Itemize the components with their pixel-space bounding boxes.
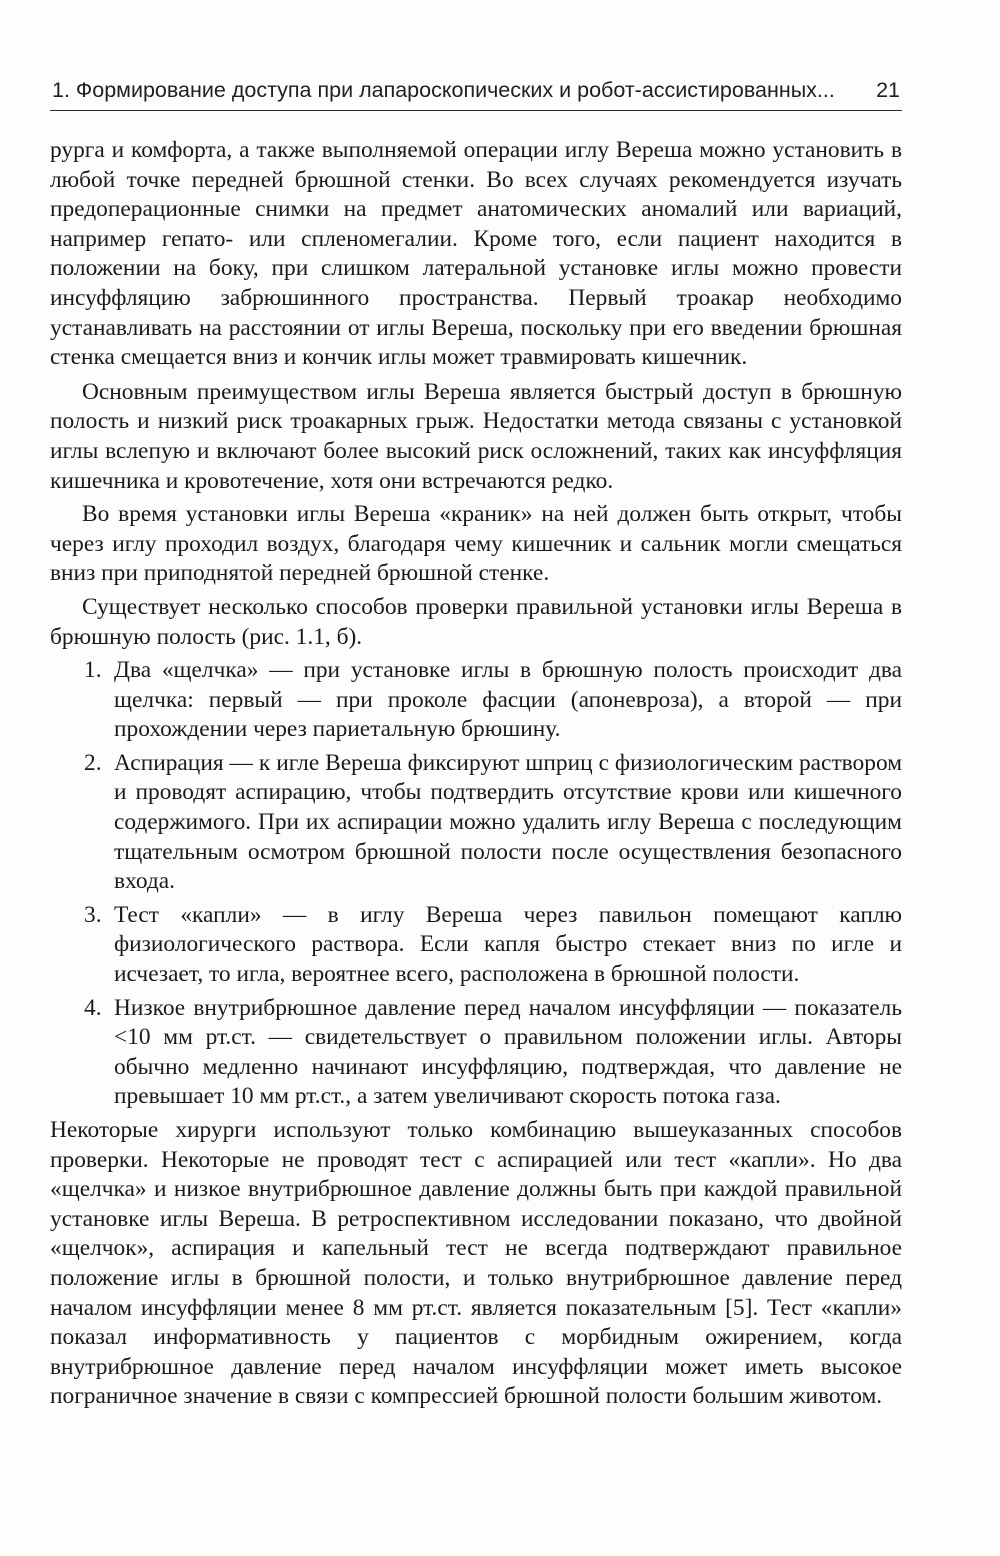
list-item <box>50 901 902 990</box>
list-item-text: Аспирация — к игле Вереша фиксируют шприц с физиологическим раствором и проводят аспирацию, чтобы подтвердить отсутствие крови или кишечного содержимого. При их аспирации можно удалить иглу Вереша с последующим тщательным осмотром брюшной полости после осуществления безопасного входа. <box>114 749 902 895</box>
list-item-number: 3. <box>84 901 102 928</box>
paragraph-continuation: рурга и комфорта, а также выполняемой операции иглу Вереша можно установить в любой точке передней брюшной стенки. Во всех случаях рекомендуется изучать предоперационные снимки на предмет анатомических аномалий или вариаций, например гепато- или спленомегалии. Кроме того, если пациент находится в положении на боку, при слишком латеральной установке иглы можно провести инсуффляцию забрюшинного пространства. Первый троакар необходимо устанавливать на расстоянии от иглы Вереша, поскольку при его введении брюшная стенка смещается вниз и кончик иглы может травмировать кишечник. <box>50 137 902 371</box>
list-item <box>50 749 902 897</box>
list-item-number: 2. <box>84 749 102 776</box>
list-item <box>50 656 902 745</box>
paragraph-conclusion: Некоторые хирурги используют только комбинацию вышеуказанных способов проверки. Некоторые не проводят тест с аспирацией или тест «капли». Но два «щелчка» и низкое внутрибрюшное давление должны быть при каждой правильной установке иглы Вереша. В ретроспективном исследовании показано, что двойной «щелчок», аспирация и капельный тест не всегда подтверждают правильное положение иглы в брюшной полости, и только внутрибрюшное давление перед началом инсуффляции менее 8 мм рт.ст. является показательным [5]. Тест «капли» показал информативность у пациентов с морбидным ожирением, когда внутрибрюшное давление перед началом инсуффляции может иметь высокое пограничное значение в связи с компрессией брюшной полости большим животом. <box>50 1117 902 1410</box>
running-header <box>50 74 902 111</box>
paragraph-methods-intro: Существует несколько способов проверки правильной установки иглы Вереша в брюшную полость (рис. 1.1, б). <box>50 593 902 650</box>
verification-methods-list <box>50 656 902 1112</box>
paragraph-valve: Во время установки иглы Вереша «краник» на ней должен быть открыт, чтобы через иглу проходил воздух, благодаря чему кишечник и сальник могли смещаться вниз при приподнятой передней брюшной стенке. <box>50 501 902 587</box>
list-item-text: Тест «капли» — в иглу Вереша через павильон помещают каплю физиологического раствора. Если капля быстро стекает вниз по игле и исчезает, то игла, вероятнее всего, расположена в брюшной полости. <box>114 901 902 988</box>
chapter-title: 1. Формирование доступа при лапароскопических и робот-ассистированных... <box>52 78 835 102</box>
list-item-text: Низкое внутрибрюшное давление перед началом инсуффляции — показатель <10 мм рт.ст. — свидетельствует о правильном положении иглы. Авторы обычно медленно начинают инсуффляцию, подтверждая, что давление не превышает 10 мм рт.ст., а затем увеличивают скорость потока газа. <box>114 994 902 1110</box>
page-number: 21 <box>876 78 900 102</box>
list-item-number: 4. <box>84 994 102 1021</box>
list-item-number: 1. <box>84 657 102 684</box>
list-item <box>50 994 902 1112</box>
paragraph-advantages: Основным преимуществом иглы Вереша является быстрый доступ в брюшную полость и низкий риск троакарных грыж. Недостатки метода связаны с установкой иглы вслепую и включают более высокий риск осложнений, таких как инсуффляция кишечника и кровотечение, хотя они встречаются редко. <box>50 378 902 494</box>
body-text <box>50 136 902 1416</box>
list-item-text: Два «щелчка» — при установке иглы в брюшную полость происходит два щелчка: первый — при проколе фасции (апоневроза), а второй — при прохождении через париетальную брюшину. <box>114 657 902 743</box>
